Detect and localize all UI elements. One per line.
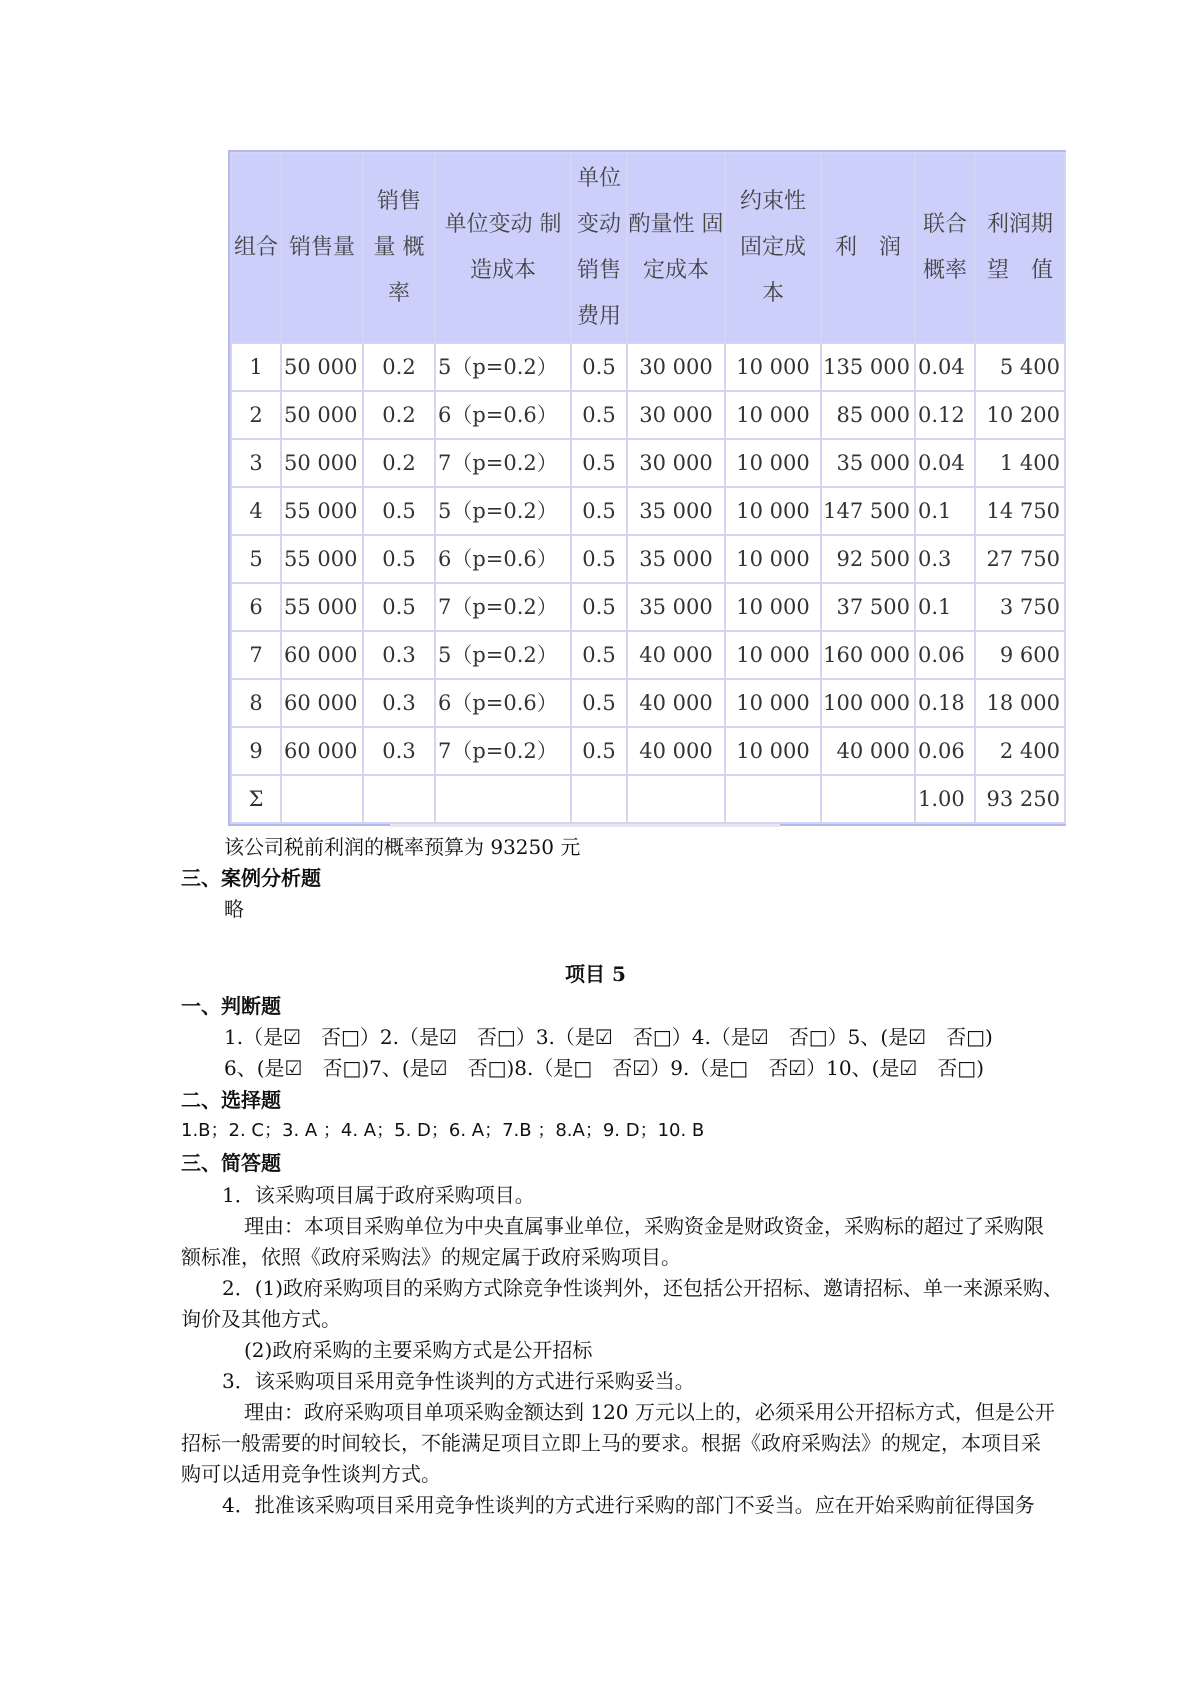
choice-answers: 1.B；2. C；3. A ；4. A；5. D；6. A；7.B ；8.A；9. D；10. B (181, 1120, 705, 1141)
table-cell: 10 000 (725, 535, 821, 583)
header-cell: 利润期 望 值 (975, 153, 1065, 343)
short-answer-paragraph: 4．批准该采购项目采用竞争性谈判的方式进行采购的部门不妥当。应在开始采购前征得国务 (222, 1493, 1035, 1517)
table-cell: 160 000 (821, 631, 915, 679)
table-cell: 100 000 (821, 679, 915, 727)
short-answer-paragraph: 额标准，依照《政府采购法》的规定属于政府采购项目。 (181, 1245, 681, 1269)
summary-line: 该公司税前利润的概率预算为 93250 元 (224, 835, 581, 859)
table-cell: 9 600 (975, 631, 1065, 679)
table-cell: 0.3 (363, 631, 435, 679)
section-case-heading: 三、案例分析题 (181, 866, 321, 890)
table-cell: 0.3 (363, 727, 435, 775)
header-cell: 销售 量 概 率 (363, 153, 435, 343)
case-answer: 略 (224, 897, 244, 921)
profit-table (230, 152, 1066, 824)
table-cell: 92 500 (821, 535, 915, 583)
short-answer-paragraph: 理由：政府采购项目单项采购金额达到 120 万元以上的，必须采用公开招标方式，但是公开 (244, 1400, 1055, 1424)
table-cell: 0.5 (571, 583, 627, 631)
table-cell: 1.00 (915, 775, 975, 823)
table-cell: 50 000 (281, 439, 363, 487)
table-cell: 85 000 (821, 391, 915, 439)
table-cell (821, 775, 915, 823)
table-cell: 10 000 (725, 487, 821, 535)
table-cell: 10 000 (725, 631, 821, 679)
table-cell: 30 000 (627, 391, 725, 439)
table-cell: 37 500 (821, 583, 915, 631)
short-answer-paragraph: (2)政府采购的主要采购方式是公开招标 (244, 1338, 593, 1362)
table-cell: 0.04 (915, 439, 975, 487)
table-cell: 5 (231, 535, 281, 583)
table-cell: 35 000 (627, 535, 725, 583)
table-cell: 0.2 (363, 439, 435, 487)
table-cell (435, 775, 571, 823)
table-cell: 27 750 (975, 535, 1065, 583)
table-cell: 10 000 (725, 391, 821, 439)
table-cell: 40 000 (821, 727, 915, 775)
table-cell: 8 (231, 679, 281, 727)
header-cell: 利 润 (821, 153, 915, 343)
table-row (231, 583, 1065, 631)
table-cell: 35 000 (627, 583, 725, 631)
header-cell: 组合 (231, 153, 281, 343)
table-cell: 6 (231, 583, 281, 631)
table-row (231, 487, 1065, 535)
table-cell: 0.06 (915, 727, 975, 775)
table-cell: 10 000 (725, 727, 821, 775)
table-cell: 135 000 (821, 343, 915, 391)
table-header-row (231, 153, 1065, 343)
table-body (231, 343, 1065, 823)
table-cell: 10 000 (725, 583, 821, 631)
short-answer-paragraph: 购可以适用竞争性谈判方式。 (181, 1462, 441, 1486)
table-cell: 0.06 (915, 631, 975, 679)
table-row (231, 535, 1065, 583)
table-cell: 6（p=0.6） (435, 391, 571, 439)
table-cell: 5（p=0.2） (435, 487, 571, 535)
table-cell: 0.5 (571, 343, 627, 391)
table-cell: 3 (231, 439, 281, 487)
section-choice-heading: 二、选择题 (181, 1088, 281, 1112)
table-cell: 0.04 (915, 343, 975, 391)
table-cell: 5 400 (975, 343, 1065, 391)
table-cell: 55 000 (281, 487, 363, 535)
table-cell: 35 000 (627, 487, 725, 535)
table-cell: 40 000 (627, 631, 725, 679)
table-cell: 0.12 (915, 391, 975, 439)
table-cell: 0.5 (571, 391, 627, 439)
table-cell: 7（p=0.2） (435, 727, 571, 775)
table-cell: 7（p=0.2） (435, 583, 571, 631)
short-answer-paragraph: 招标一般需要的时间较长，不能满足项目立即上马的要求。根据《政府采购法》的规定，本项目采 (181, 1431, 1041, 1455)
table-cell: 0.5 (363, 487, 435, 535)
table-row (231, 727, 1065, 775)
profit-probability-table (228, 150, 1066, 826)
table-cell: 0.18 (915, 679, 975, 727)
table-cell: 0.1 (915, 583, 975, 631)
table-cell: 7（p=0.2） (435, 439, 571, 487)
table-cell: 60 000 (281, 679, 363, 727)
table-cell: 10 000 (725, 679, 821, 727)
table-cell: 0.5 (571, 727, 627, 775)
table-cell: 2 (231, 391, 281, 439)
table-cell: 18 000 (975, 679, 1065, 727)
section-judge-heading: 一、判断题 (181, 994, 281, 1018)
table-cell: 3 750 (975, 583, 1065, 631)
table-row (231, 343, 1065, 391)
table-cell: 0.5 (571, 487, 627, 535)
header-cell: 单位 变动 销售 费用 (571, 153, 627, 343)
table-cell: 55 000 (281, 535, 363, 583)
table-cell: 0.5 (363, 583, 435, 631)
table-cell: 0.5 (363, 535, 435, 583)
short-answer-paragraph: 1．该采购项目属于政府采购项目。 (222, 1183, 535, 1207)
judge-answers-line-2: 6、(是☑ 否□)7、(是☑ 否□)8.（是□ 否☑）9.（是□ 否☑）10、(是☑ 否□) (224, 1056, 985, 1080)
table-cell: 30 000 (627, 439, 725, 487)
table-cell: 0.5 (571, 439, 627, 487)
table-cell: 0.5 (571, 535, 627, 583)
table-cell: 30 000 (627, 343, 725, 391)
table-cell (281, 775, 363, 823)
table-cell (363, 775, 435, 823)
table-cell: 40 000 (627, 727, 725, 775)
table-cell (627, 775, 725, 823)
table-bottom-shadow (390, 824, 780, 827)
table-row (231, 631, 1065, 679)
table-cell: 0.1 (915, 487, 975, 535)
table-row (231, 679, 1065, 727)
short-answer-paragraph: 3．该采购项目采用竞争性谈判的方式进行采购妥当。 (222, 1369, 695, 1393)
judge-answers-line-1: 1.（是☑ 否□）2.（是☑ 否□）3.（是☑ 否□）4.（是☑ 否□）5、(是☑ 否□) (224, 1025, 993, 1049)
table-cell: 0.3 (915, 535, 975, 583)
table-cell: 93 250 (975, 775, 1065, 823)
short-answer-paragraph: 2．(1)政府采购项目的采购方式除竞争性谈判外，还包括公开招标、邀请招标、单一来源采购、 (222, 1276, 1064, 1300)
header-cell: 酌量性 固定成本 (627, 153, 725, 343)
table-cell: 6（p=0.6） (435, 679, 571, 727)
header-cell: 约束性 固定成 本 (725, 153, 821, 343)
project-title: 项目 5 (565, 962, 626, 986)
table-cell: 60 000 (281, 727, 363, 775)
table-cell: 1 400 (975, 439, 1065, 487)
table-cell (725, 775, 821, 823)
table-cell: 5（p=0.2） (435, 343, 571, 391)
table-cell: 50 000 (281, 343, 363, 391)
table-cell: 7 (231, 631, 281, 679)
table-cell: 1 (231, 343, 281, 391)
header-cell: 销售量 (281, 153, 363, 343)
table-cell: 5（p=0.2） (435, 631, 571, 679)
table-cell: 0.2 (363, 391, 435, 439)
table-cell: 40 000 (627, 679, 725, 727)
table-cell (571, 775, 627, 823)
table-cell: 0.5 (571, 679, 627, 727)
table-cell: 14 750 (975, 487, 1065, 535)
table-cell: 35 000 (821, 439, 915, 487)
table-row (231, 439, 1065, 487)
table-cell: 10 000 (725, 439, 821, 487)
table-cell: 6（p=0.6） (435, 535, 571, 583)
table-cell: 147 500 (821, 487, 915, 535)
table-cell: 10 200 (975, 391, 1065, 439)
table-cell: 60 000 (281, 631, 363, 679)
header-cell: 单位变动 制造成本 (435, 153, 571, 343)
table-cell: Σ (231, 775, 281, 823)
table-cell: 10 000 (725, 343, 821, 391)
table-cell: 0.5 (571, 631, 627, 679)
table-cell: 2 400 (975, 727, 1065, 775)
table-cell: 0.3 (363, 679, 435, 727)
table-cell: 50 000 (281, 391, 363, 439)
table-cell: 4 (231, 487, 281, 535)
table-cell: 9 (231, 727, 281, 775)
short-answer-paragraph: 理由：本项目采购单位为中央直属事业单位，采购资金是财政资金，采购标的超过了采购限 (244, 1214, 1044, 1238)
table-row (231, 775, 1065, 823)
section-short-heading: 三、简答题 (181, 1151, 281, 1175)
header-cell: 联合 概率 (915, 153, 975, 343)
table-row (231, 391, 1065, 439)
table-cell: 0.2 (363, 343, 435, 391)
table-cell: 55 000 (281, 583, 363, 631)
short-answer-paragraph: 询价及其他方式。 (181, 1307, 341, 1331)
